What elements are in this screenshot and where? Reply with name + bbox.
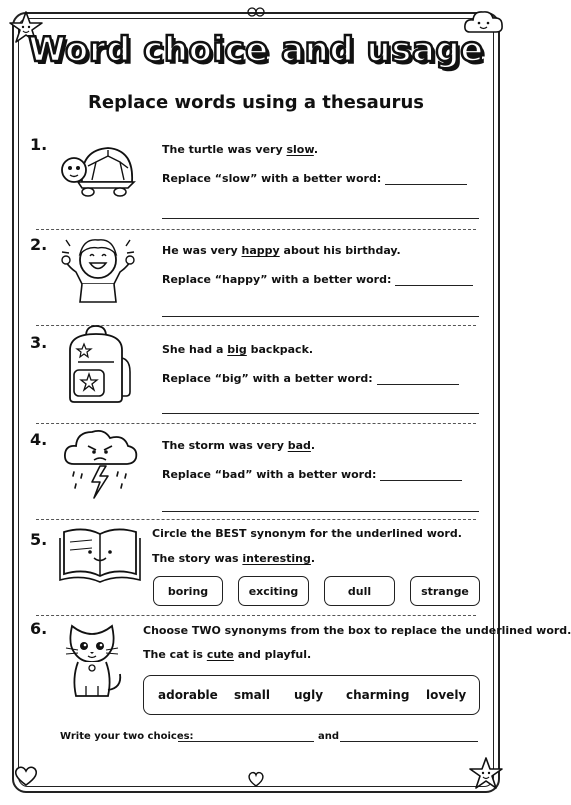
page-subtitle: Replace words using a thesaurus xyxy=(88,92,424,113)
sentence: She had a big backpack. xyxy=(162,343,314,356)
section-divider xyxy=(36,615,476,616)
question-number: 3. xyxy=(30,333,48,352)
word-bank-item[interactable]: small xyxy=(234,688,270,702)
instruction: Circle the BEST synonym for the underlined word. xyxy=(152,527,462,540)
question-number: 5. xyxy=(30,530,48,549)
question-number: 4. xyxy=(30,430,48,449)
and-label: and xyxy=(318,731,340,742)
answer-blank[interactable] xyxy=(385,174,467,185)
underlined-word: cute xyxy=(206,648,234,661)
word-bank-item[interactable]: lovely xyxy=(426,688,467,702)
question-number: 2. xyxy=(30,235,48,254)
answer-line[interactable] xyxy=(162,316,479,317)
choice-option[interactable]: exciting xyxy=(238,576,309,606)
underlined-word: happy xyxy=(241,244,280,257)
section-divider xyxy=(36,519,476,520)
underlined-word: bad xyxy=(287,439,311,452)
underlined-word: interesting xyxy=(242,552,311,565)
instruction: Choose TWO synonyms from the box to replace the underlined word. xyxy=(143,624,571,637)
answer-line[interactable] xyxy=(340,741,478,742)
star-icon xyxy=(466,754,506,794)
choice-option[interactable]: strange xyxy=(410,576,480,606)
sentence: He was very happy about his birthday. xyxy=(162,244,401,257)
ribbon-icon xyxy=(246,6,266,18)
underlined-word: slow xyxy=(286,143,314,156)
write-choices-label: Write your two choices: xyxy=(60,731,194,742)
answer-blank[interactable] xyxy=(395,275,473,286)
heart-icon xyxy=(12,764,40,788)
underlined-word: big xyxy=(227,343,247,356)
sentence: The story was interesting. xyxy=(152,552,316,565)
answer-line[interactable] xyxy=(162,511,479,512)
replace-prompt: Replace “happy” with a better word: xyxy=(162,273,473,286)
replace-prompt: Replace “big” with a better word: xyxy=(162,372,459,385)
replace-prompt: Replace “slow” with a better word: xyxy=(162,172,467,185)
cat-icon xyxy=(60,618,124,702)
page-title: Word choice and usage xyxy=(28,30,484,70)
sentence: The turtle was very slow. xyxy=(162,143,319,156)
word-bank-item[interactable]: ugly xyxy=(294,688,324,702)
storm-cloud-icon xyxy=(60,420,140,500)
choice-option[interactable]: boring xyxy=(153,576,223,606)
answer-line[interactable] xyxy=(162,218,479,219)
section-divider xyxy=(36,229,476,230)
happy-boy-icon xyxy=(60,232,136,304)
sentence: The cat is cute and playful. xyxy=(143,648,312,661)
word-bank-item[interactable]: adorable xyxy=(158,688,218,702)
replace-prompt: Replace “bad” with a better word: xyxy=(162,468,462,481)
answer-line[interactable] xyxy=(162,413,479,414)
question-number: 1. xyxy=(30,135,48,154)
answer-blank[interactable] xyxy=(380,470,462,481)
word-bank-item[interactable]: charming xyxy=(346,688,410,702)
answer-line[interactable] xyxy=(178,741,314,742)
open-book-icon xyxy=(58,524,142,584)
turtle-icon xyxy=(58,136,138,200)
answer-blank[interactable] xyxy=(377,374,459,385)
choice-option[interactable]: dull xyxy=(324,576,395,606)
question-number: 6. xyxy=(30,619,48,638)
heart-icon xyxy=(246,770,266,788)
sentence: The storm was very bad. xyxy=(162,439,316,452)
backpack-icon xyxy=(60,322,132,406)
